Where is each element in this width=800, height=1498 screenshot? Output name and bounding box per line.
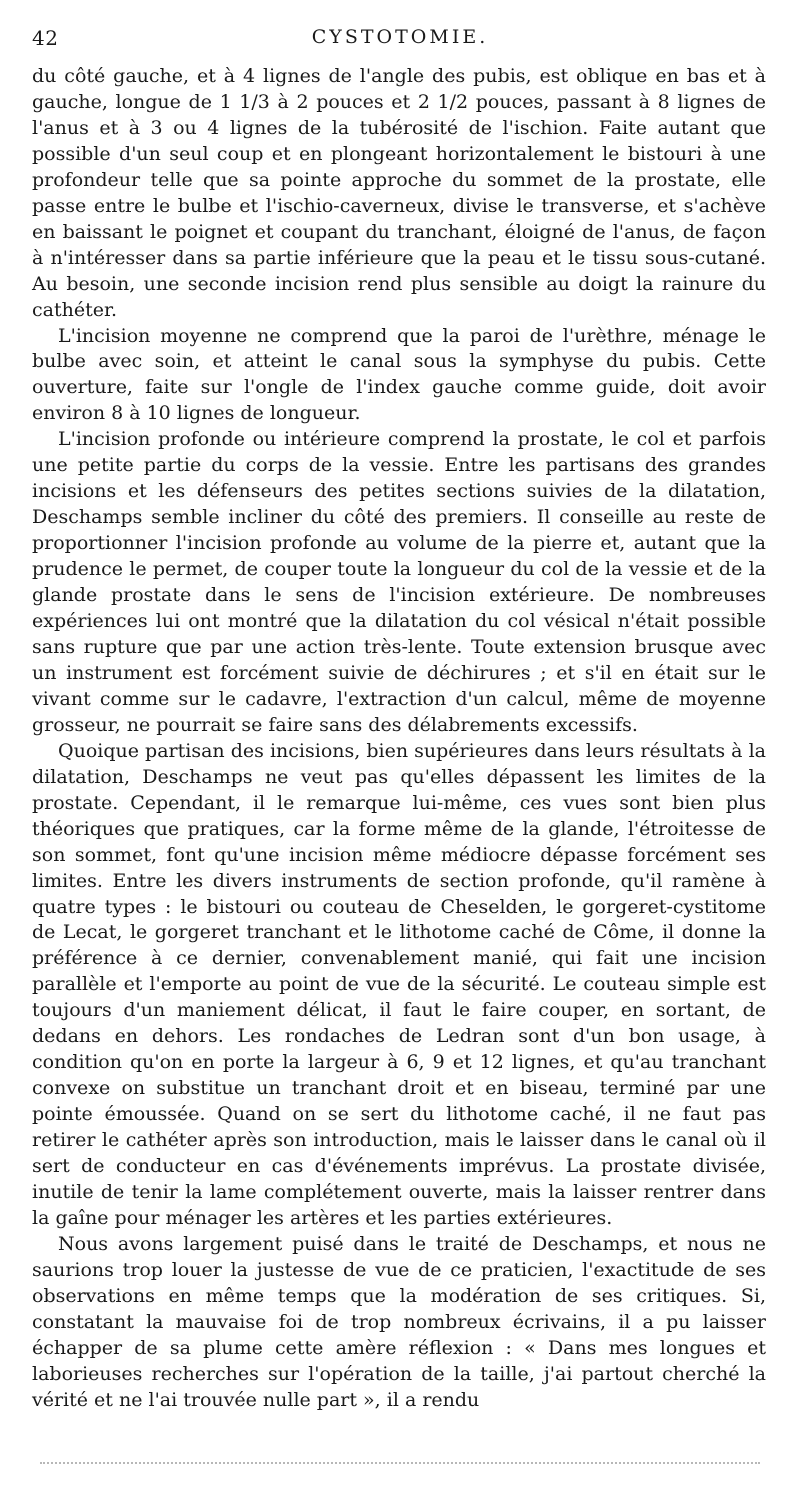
paragraph-1: du côté gauche, et à 4 lignes de l'angle des pubis, est oblique en bas et à gauche, longue de 1 1/3 à 2 pouces et 2 1/2 pouces, passant à 8 lignes de l'anus et à 3 ou 4 lignes de la tubérosité de l'ischion. Faite autant que possible d'un seul coup et en plongeant horizontalement le bistouri à une profondeur telle que sa pointe approche du sommet de la prostate, elle passe entre le bulbe et l'ischio-caverneux, divise le transverse, et s'achève en baissant le poignet et coupant du tranchant, éloigné de l'anus, de façon à n'intéresser dans sa partie inférieure que la peau et le tissu sous-cutané. Au besoin, une seconde incision rend plus sensible au doigt la rainure du cathéter. (32, 65, 766, 321)
page-number: 42 (32, 26, 59, 50)
footer-bleed-through-rule (40, 1462, 760, 1466)
paragraph-4: Quoique partisan des incisions, bien supérieures dans leurs résultats à la dilatation, Deschamps ne veut pas qu'elles dépassent les limites de la prostate. Cependant, il le remarque lui-même, ces vues sont bien plus théoriques que pratiques, car la forme même de la glande, l'étroitesse de son sommet, font qu'une incision même médiocre dépasse forcément ses limites. Entre les divers instruments de section profonde, qu'il ramène à quatre types : le bistouri ou couteau de Cheselden, le gorgeret-cystitome de Lecat, le gorgeret tranchant et le lithotome caché de Côme, il donne la préférence à ce dernier, convenablement manié, qui fait une incision parallèle et l'emporte au point de vue de la sécurité. Le couteau simple est toujours d'un maniement délicat, il faut le faire couper, en sortant, de dedans en dehors. Les rondaches de Ledran sont d'un bon usage, à condition qu'on en porte la largeur à 6, 9 et 12 lignes, et qu'au tranchant convexe on substitue un tranchant droit et en biseau, terminé par une pointe émoussée. Quand on se sert du lithotome caché, il ne faut pas retirer le cathéter après son introduction, mais le laisser dans le canal où il sert de conducteur en cas d'événements imprévus. La prostate divisée, inutile de tenir la lame complétement ouverte, mais la laisser rentrer dans la gaîne pour ménager les artères et les parties extérieures. (32, 739, 766, 1229)
paragraph-5: Nous avons largement puisé dans le traité de Deschamps, et nous ne saurions trop louer la justesse de vue de ce praticien, l'exactitude de ses observations en même temps que la modération de ses critiques. Si, constatant la mauvaise foi de trop nombreux écrivains, il a pu laisser échapper de sa plume cette amère réflexion : « Dans mes longues et laborieuses recherches sur l'opération de la taille, j'ai partout cherché la vérité et ne l'ai trouvée nulle part », il a rendu (32, 1232, 766, 1411)
body-text (32, 64, 766, 1414)
page-header (32, 26, 768, 56)
paragraph-3: L'incision profonde ou intérieure comprend la prostate, le col et parfois une petite partie du corps de la vessie. Entre les partisans des grandes incisions et les défenseurs des petites sections suivies de la dilatation, Deschamps semble incliner du côté des premiers. Il conseille au reste de proportionner l'incision profonde au volume de la pierre et, autant que la prudence le permet, de couper toute la longueur du col de la vessie et de la glande prostate dans le sens de l'incision extérieure. De nombreuses expériences lui ont montré que la dilatation du col vésical n'était possible sans rupture que par une action très-lente. Toute extension brusque avec un instrument est forcément suivie de déchirures ; et s'il en était sur le vivant comme sur le cadavre, l'extraction d'un calcul, même de moyenne grosseur, ne pourrait se faire sans des délabrements excessifs. (32, 428, 766, 736)
paragraph-2: L'incision moyenne ne comprend que la paroi de l'urèthre, ménage le bulbe avec soin, et atteint le canal sous la symphyse du pubis. Cette ouverture, faite sur l'ongle de l'index gauche comme guide, doit avoir environ 8 à 10 lignes de longueur. (32, 324, 766, 425)
running-title: CYSTOTOMIE. (311, 26, 489, 48)
